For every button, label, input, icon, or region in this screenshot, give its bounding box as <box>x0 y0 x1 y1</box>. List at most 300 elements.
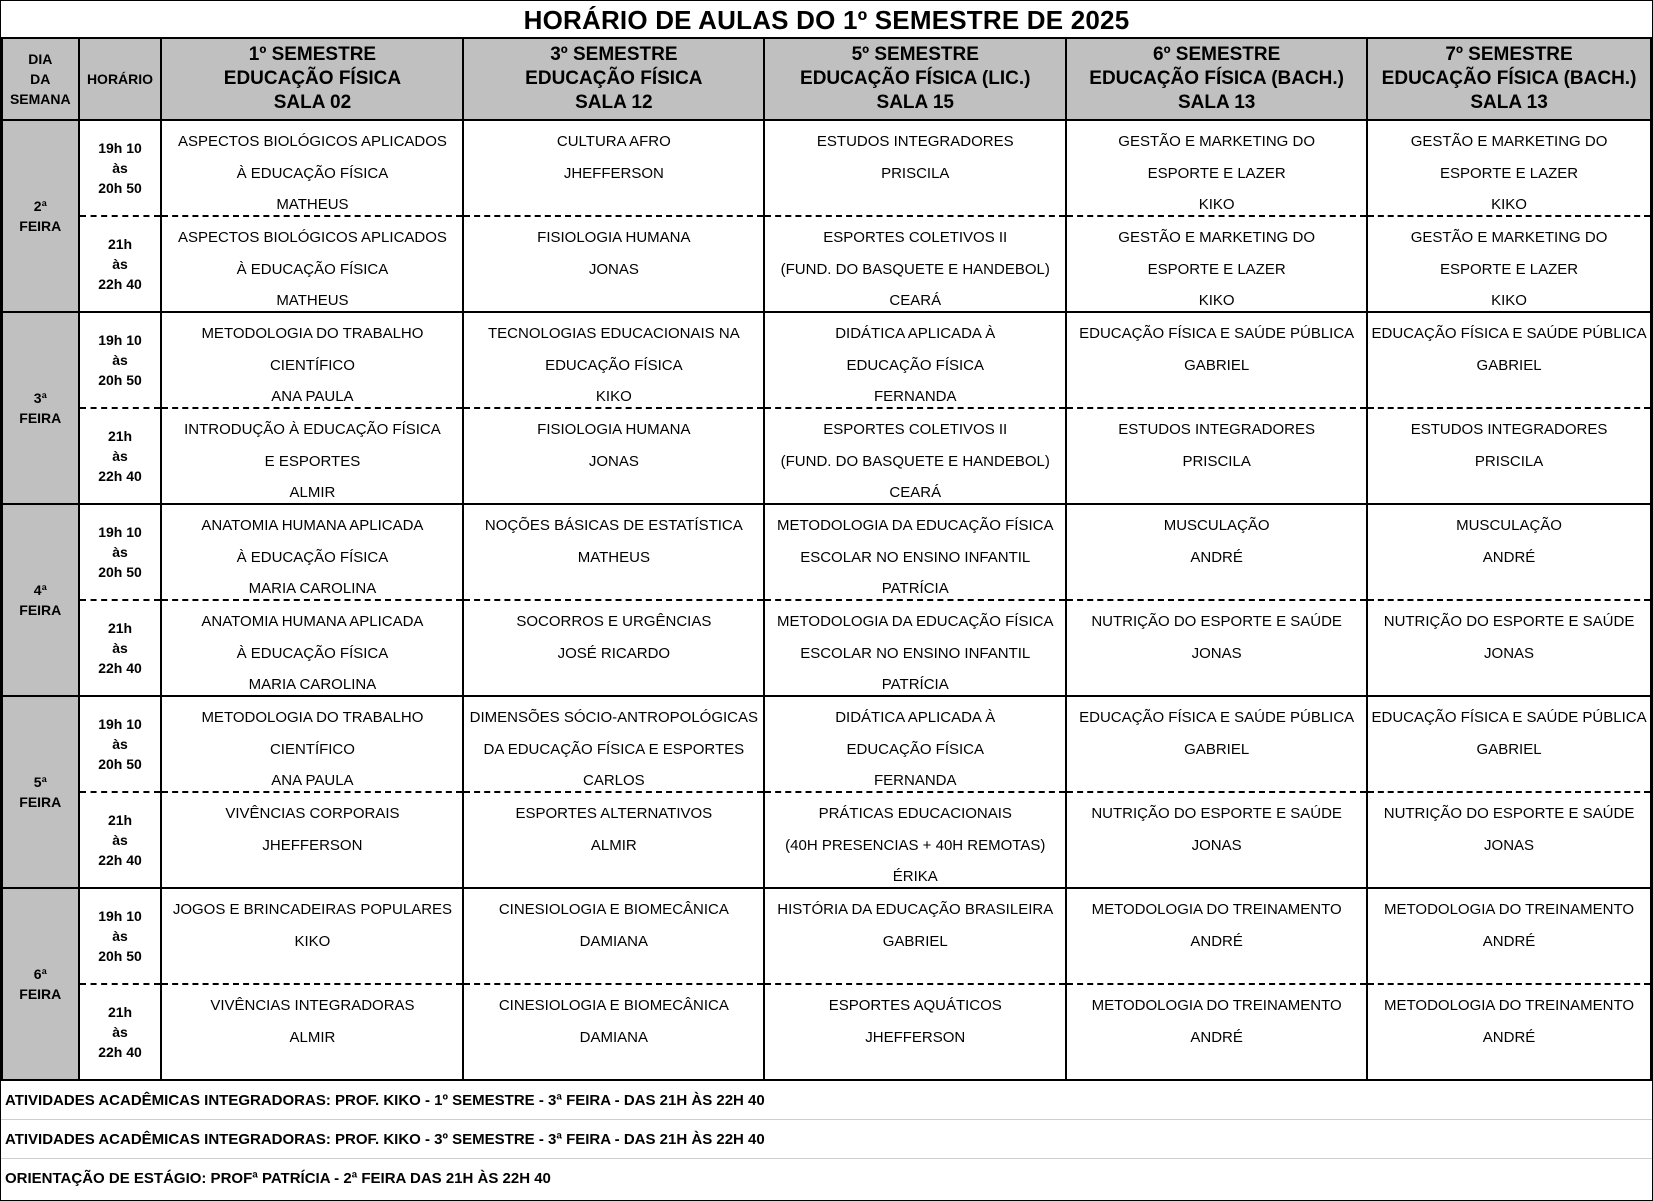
text-line: CIENTÍFICO <box>269 356 355 374</box>
text-line: NUTRIÇÃO DO ESPORTE E SAÚDE <box>1383 613 1635 630</box>
class-content <box>162 793 462 887</box>
class-cell <box>463 216 764 312</box>
table-row <box>2 792 1651 888</box>
class-content <box>464 121 763 215</box>
text-line: PATRÍCIA <box>881 676 949 693</box>
text-line: 21h <box>107 428 133 444</box>
class-cell <box>764 408 1066 504</box>
text-line: À EDUCAÇÃO FÍSICA <box>236 548 389 566</box>
class-cell <box>1066 792 1367 888</box>
text-line: ESPORTES AQUÁTICOS <box>828 997 1002 1014</box>
class-cell <box>764 312 1066 408</box>
text-line: INTRODUÇÃO À EDUCAÇÃO FÍSICA <box>184 421 441 438</box>
schedule-body <box>2 120 1651 1080</box>
header-column <box>764 39 1066 120</box>
class-cell <box>161 504 463 600</box>
class-content <box>1067 409 1366 503</box>
text-line: ANDRÉ <box>1190 1028 1243 1046</box>
text-line: 1º SEMESTRE <box>248 44 377 65</box>
class-cell <box>161 120 463 216</box>
page-title: HORÁRIO DE AULAS DO 1º SEMESTRE DE 2025 <box>1 1 1652 39</box>
class-cell <box>463 696 764 792</box>
class-content <box>765 313 1065 407</box>
time-cell <box>79 888 162 984</box>
class-cell <box>463 312 764 408</box>
class-content <box>1368 793 1650 887</box>
text-line: 5ª <box>33 774 47 790</box>
table-row <box>2 312 1651 408</box>
time-cell <box>79 600 162 696</box>
text-line: 20h 50 <box>98 180 142 196</box>
text-line: ASPECTOS BIOLÓGICOS APLICADOS <box>177 133 447 150</box>
text-line: KIKO <box>1491 292 1527 309</box>
class-content <box>765 793 1065 887</box>
text-line: SALA 13 <box>1177 92 1256 113</box>
text-line: ANA PAULA <box>271 388 354 405</box>
text-line: 5º SEMESTRE <box>851 44 979 65</box>
class-content <box>765 409 1065 503</box>
class-cell <box>161 696 463 792</box>
class-cell <box>1367 600 1651 696</box>
text-line: MUSCULAÇÃO <box>1456 517 1562 534</box>
text-line: JONAS <box>588 452 639 470</box>
header-column <box>1367 39 1651 120</box>
text-line: ANDRÉ <box>1482 932 1536 950</box>
text-line: PRISCILA <box>1474 452 1544 470</box>
time-cell <box>79 312 162 408</box>
class-cell <box>1367 888 1651 984</box>
class-content <box>765 121 1065 215</box>
text-line: EDUCAÇÃO FÍSICA <box>846 356 985 374</box>
text-line: GESTÃO E MARKETING DO <box>1118 133 1315 150</box>
text-line: ANA PAULA <box>271 772 354 789</box>
text-line: ESTUDOS INTEGRADORES <box>1410 421 1608 438</box>
class-cell <box>764 216 1066 312</box>
text-line: FISIOLOGIA HUMANA <box>537 229 691 246</box>
class-cell <box>1367 312 1651 408</box>
day-cell <box>2 696 79 888</box>
header-column <box>463 39 764 120</box>
text-line: KIKO <box>294 932 331 950</box>
class-cell <box>161 984 463 1080</box>
class-content <box>1067 793 1366 887</box>
class-cell <box>1066 504 1367 600</box>
class-content <box>464 409 763 503</box>
text-line: 7º SEMESTRE <box>1445 44 1573 65</box>
note-line: ORIENTAÇÃO DE ESTÁGIO: PROFª PATRÍCIA - 2ª FEIRA DAS 21H ÀS 22H 40 <box>5 1170 551 1187</box>
class-cell <box>161 792 463 888</box>
text-line: 22h 40 <box>98 276 142 292</box>
table-row <box>2 696 1651 792</box>
header-column <box>161 39 463 120</box>
text-line: 19h 10 <box>98 908 142 924</box>
text-line: NUTRIÇÃO DO ESPORTE E SAÚDE <box>1091 805 1342 822</box>
text-line: METODOLOGIA DO TRABALHO <box>201 325 424 342</box>
text-line: CINESIOLOGIA E BIOMECÂNICA <box>498 901 729 918</box>
header-column <box>1066 39 1367 120</box>
text-line: ESPORTE E LAZER <box>1439 260 1579 278</box>
text-line: EDUCAÇÃO FÍSICA (LIC.) <box>800 68 1031 89</box>
text-line: ESPORTES ALTERNATIVOS <box>515 805 713 822</box>
text-line: PRISCILA <box>1182 452 1251 470</box>
text-line: 21h <box>107 620 133 636</box>
text-line: ANDRÉ <box>1482 1028 1536 1046</box>
text-line: 2ª <box>33 198 47 214</box>
text-line: às <box>112 160 128 176</box>
text-line: MATHEUS <box>276 292 349 309</box>
schedule-table <box>1 39 1652 1081</box>
table-row <box>2 600 1651 696</box>
text-line: PRISCILA <box>881 164 950 182</box>
class-content <box>1368 121 1650 215</box>
class-cell <box>1066 120 1367 216</box>
text-line: JONAS <box>1484 836 1535 854</box>
class-content <box>765 217 1065 311</box>
text-line: 22h 40 <box>98 468 142 484</box>
text-line: EDUCAÇÃO FÍSICA <box>525 68 703 89</box>
class-cell <box>764 888 1066 984</box>
class-content <box>1067 313 1366 407</box>
text-line: À EDUCAÇÃO FÍSICA <box>236 164 389 182</box>
text-line: às <box>112 832 128 848</box>
table-row <box>2 120 1651 216</box>
class-cell <box>463 984 764 1080</box>
class-cell <box>764 696 1066 792</box>
class-content <box>162 313 462 407</box>
class-cell <box>1367 120 1651 216</box>
text-line: 3ª <box>33 390 47 406</box>
text-line: ALMIR <box>590 836 637 854</box>
class-cell <box>161 216 463 312</box>
class-content <box>162 409 462 503</box>
text-line: FEIRA <box>19 986 62 1002</box>
text-line: EDUCAÇÃO FÍSICA <box>545 356 683 374</box>
text-line: DIDÁTICA APLICADA À <box>835 325 996 342</box>
class-content <box>162 697 462 791</box>
text-line: METODOLOGIA DO TREINAMENTO <box>1091 997 1342 1014</box>
table-row <box>2 216 1651 312</box>
text-line: KIKO <box>595 388 632 405</box>
text-line: MUSCULAÇÃO <box>1163 517 1270 534</box>
class-content <box>1067 985 1366 1079</box>
text-line: ANDRÉ <box>1482 548 1536 566</box>
text-line: EDUCAÇÃO FÍSICA <box>223 68 402 89</box>
time-cell <box>79 408 162 504</box>
text-line: À EDUCAÇÃO FÍSICA <box>236 644 389 662</box>
class-cell <box>463 888 764 984</box>
text-line: SALA 13 <box>1470 92 1548 113</box>
text-line: 6º SEMESTRE <box>1153 44 1281 65</box>
time-cell <box>79 504 162 600</box>
text-line: 22h 40 <box>98 1044 142 1060</box>
table-row <box>2 888 1651 984</box>
text-line: ÉRIKA <box>892 868 938 885</box>
text-line: METODOLOGIA DO TREINAMENTO <box>1384 901 1635 918</box>
class-cell <box>463 504 764 600</box>
class-cell <box>764 504 1066 600</box>
text-line: FERNANDA <box>873 772 957 789</box>
text-line: às <box>112 736 128 752</box>
class-cell <box>161 408 463 504</box>
text-line: 19h 10 <box>98 716 142 732</box>
class-cell <box>1367 696 1651 792</box>
table-row <box>2 408 1651 504</box>
class-cell <box>1066 312 1367 408</box>
text-line: KIKO <box>1198 292 1235 309</box>
text-line: ESPORTES COLETIVOS II <box>823 421 1008 438</box>
class-content <box>1067 601 1366 695</box>
class-content <box>1368 313 1650 407</box>
text-line: 22h 40 <box>98 660 142 676</box>
class-content <box>765 985 1065 1079</box>
notes-section <box>1 1081 1652 1197</box>
class-cell <box>764 984 1066 1080</box>
class-content <box>162 217 462 311</box>
text-line: FEIRA <box>19 218 62 234</box>
text-line: VIVÊNCIAS CORPORAIS <box>225 805 400 822</box>
text-line: (40H PRESENCIAS + 40H REMOTAS) <box>785 836 1046 854</box>
class-content <box>162 505 462 599</box>
class-cell <box>463 408 764 504</box>
text-line: JHEFFERSON <box>865 1028 966 1046</box>
class-cell <box>1066 600 1367 696</box>
class-content <box>464 313 763 407</box>
class-content <box>464 217 763 311</box>
text-line: às <box>112 256 128 272</box>
class-content <box>162 601 462 695</box>
text-line: CINESIOLOGIA E BIOMECÂNICA <box>498 997 729 1014</box>
text-line: JOGOS E BRINCADEIRAS POPULARES <box>172 901 453 918</box>
text-line: GESTÃO E MARKETING DO <box>1410 229 1608 246</box>
text-line: GABRIEL <box>882 932 948 950</box>
class-content <box>162 985 462 1079</box>
class-cell <box>764 120 1066 216</box>
text-line: às <box>112 928 128 944</box>
text-line: E ESPORTES <box>264 452 361 470</box>
text-line: CARLOS <box>583 772 645 789</box>
text-line: ANDRÉ <box>1190 548 1243 566</box>
class-cell <box>1066 696 1367 792</box>
text-line: SOCORROS E URGÊNCIAS <box>516 613 712 630</box>
text-line: GESTÃO E MARKETING DO <box>1410 133 1608 150</box>
class-content <box>464 985 763 1079</box>
class-cell <box>1367 408 1651 504</box>
text-line: SALA 12 <box>575 92 653 113</box>
class-content <box>1368 985 1650 1079</box>
class-content <box>464 601 763 695</box>
text-line: TECNOLOGIAS EDUCACIONAIS NA <box>487 325 740 342</box>
class-content <box>765 601 1065 695</box>
text-line: MATHEUS <box>577 548 650 566</box>
class-cell <box>463 792 764 888</box>
text-line: DAMIANA <box>579 1028 649 1046</box>
class-cell <box>463 600 764 696</box>
text-line: 4ª <box>33 582 47 598</box>
text-line: DAMIANA <box>579 932 649 950</box>
text-line: FEIRA <box>19 602 62 618</box>
class-content <box>765 697 1065 791</box>
header-row <box>2 39 1651 120</box>
text-line: EDUCAÇÃO FÍSICA (BACH.) <box>1089 68 1345 89</box>
text-line: VIVÊNCIAS INTEGRADORAS <box>210 997 415 1014</box>
class-content <box>1067 697 1366 791</box>
text-line: KIKO <box>1198 196 1235 213</box>
text-line: ESPORTE E LAZER <box>1147 164 1286 182</box>
class-content <box>1368 217 1650 311</box>
day-cell <box>2 504 79 696</box>
time-cell <box>79 792 162 888</box>
text-line: ANDRÉ <box>1190 932 1243 950</box>
class-cell <box>1066 408 1367 504</box>
text-line: NOÇÕES BÁSICAS DE ESTATÍSTICA <box>484 517 743 534</box>
text-line: MARIA CAROLINA <box>248 580 377 597</box>
text-line: JONAS <box>588 260 639 278</box>
class-content <box>1368 889 1650 983</box>
header-time: HORÁRIO <box>79 39 162 120</box>
text-line: EDUCAÇÃO FÍSICA <box>846 740 985 758</box>
text-line: GESTÃO E MARKETING DO <box>1118 229 1315 246</box>
class-content <box>1368 409 1650 503</box>
text-line: 19h 10 <box>98 140 142 156</box>
class-content <box>464 793 763 887</box>
class-cell <box>764 792 1066 888</box>
text-line: À EDUCAÇÃO FÍSICA <box>236 260 389 278</box>
text-line: 19h 10 <box>98 524 142 540</box>
text-line: 3º SEMESTRE <box>550 44 678 65</box>
text-line: CIENTÍFICO <box>269 740 355 758</box>
class-content <box>162 889 462 983</box>
note-line: ATIVIDADES ACADÊMICAS INTEGRADORAS: PROF. KIKO - 3º SEMESTRE - 3ª FEIRA - DAS 21H ÀS 22H 40 <box>1 1120 1652 1159</box>
text-line: 20h 50 <box>98 756 142 772</box>
text-line: JONAS <box>1191 644 1242 662</box>
class-cell <box>1066 216 1367 312</box>
text-line: ASPECTOS BIOLÓGICOS APLICADOS <box>177 229 447 246</box>
text-line: 21h <box>107 1004 133 1020</box>
text-line: ESTUDOS INTEGRADORES <box>1118 421 1315 438</box>
class-cell <box>161 312 463 408</box>
text-line: ESPORTE E LAZER <box>1147 260 1286 278</box>
text-line: 19h 10 <box>98 332 142 348</box>
text-line: GABRIEL <box>1184 356 1250 374</box>
class-content <box>1368 505 1650 599</box>
time-cell <box>79 120 162 216</box>
class-content <box>464 889 763 983</box>
class-cell <box>1367 216 1651 312</box>
text-line: FISIOLOGIA HUMANA <box>537 421 691 438</box>
text-line: EDUCAÇÃO FÍSICA E SAÚDE PÚBLICA <box>1371 325 1647 342</box>
class-content <box>162 121 462 215</box>
text-line: 22h 40 <box>98 852 142 868</box>
text-line: DIDÁTICA APLICADA À <box>835 709 996 726</box>
text-line: JHEFFERSON <box>262 836 363 854</box>
text-line: ESCOLAR NO ENSINO INFANTIL <box>800 644 1031 662</box>
day-cell <box>2 312 79 504</box>
text-line: JONAS <box>1191 836 1242 854</box>
text-line: DIMENSÕES SÓCIO-ANTROPOLÓGICAS <box>469 709 759 726</box>
text-line: 20h 50 <box>98 948 142 964</box>
text-line: SALA 15 <box>876 92 954 113</box>
text-line: EDUCAÇÃO FÍSICA E SAÚDE PÚBLICA <box>1079 709 1355 726</box>
text-line: CULTURA AFRO <box>556 133 671 150</box>
text-line: JHEFFERSON <box>563 164 664 182</box>
text-line: KIKO <box>1491 196 1527 213</box>
text-line: 21h <box>107 236 133 252</box>
text-line: METODOLOGIA DO TREINAMENTO <box>1091 901 1342 918</box>
text-line: FEIRA <box>19 794 62 810</box>
class-cell <box>1367 984 1651 1080</box>
text-line: FEIRA <box>19 410 62 426</box>
text-line: às <box>112 1024 128 1040</box>
class-cell <box>764 600 1066 696</box>
text-line: MATHEUS <box>276 196 349 213</box>
text-line: ESTUDOS INTEGRADORES <box>816 133 1014 150</box>
class-cell <box>463 120 764 216</box>
class-content <box>1368 601 1650 695</box>
text-line: CEARÁ <box>889 292 942 309</box>
class-content <box>1067 217 1366 311</box>
text-line: ALMIR <box>289 1028 336 1046</box>
class-content <box>464 697 763 791</box>
class-content <box>765 505 1065 599</box>
text-line: (FUND. DO BASQUETE E HANDEBOL) <box>780 260 1050 278</box>
text-line: 20h 50 <box>98 564 142 580</box>
note-line: ATIVIDADES ACADÊMICAS INTEGRADORAS: PROF. KIKO - 1º SEMESTRE - 3ª FEIRA - DAS 21H ÀS 22H 40 <box>1 1081 1652 1120</box>
text-line: ESPORTE E LAZER <box>1439 164 1579 182</box>
text-line: METODOLOGIA DA EDUCAÇÃO FÍSICA <box>777 613 1054 630</box>
text-line: 6ª <box>33 966 47 982</box>
class-content <box>765 889 1065 983</box>
text-line: JONAS <box>1484 644 1535 662</box>
table-row <box>2 504 1651 600</box>
text-line: PATRÍCIA <box>881 580 949 597</box>
time-cell <box>79 216 162 312</box>
time-cell <box>79 984 162 1080</box>
class-cell <box>161 600 463 696</box>
text-line: ALMIR <box>289 484 336 501</box>
class-content <box>464 505 763 599</box>
class-content <box>1368 697 1650 791</box>
text-line: (FUND. DO BASQUETE E HANDEBOL) <box>780 452 1050 470</box>
class-cell <box>1367 504 1651 600</box>
text-line: METODOLOGIA DO TRABALHO <box>201 709 424 726</box>
text-line: às <box>112 352 128 368</box>
text-line: às <box>112 544 128 560</box>
text-line: NUTRIÇÃO DO ESPORTE E SAÚDE <box>1383 805 1635 822</box>
text-line: EDUCAÇÃO FÍSICA (BACH.) <box>1381 68 1637 89</box>
text-line: JOSÉ RICARDO <box>557 644 671 662</box>
text-line: NUTRIÇÃO DO ESPORTE E SAÚDE <box>1091 613 1342 630</box>
text-line: HISTÓRIA DA EDUCAÇÃO BRASILEIRA <box>777 901 1054 918</box>
class-cell <box>161 888 463 984</box>
text-line: ANATOMIA HUMANA APLICADA <box>201 517 424 534</box>
class-cell <box>1367 792 1651 888</box>
header-day: DIA DA SEMANA <box>2 39 79 120</box>
text-line: às <box>112 448 128 464</box>
class-content <box>1067 121 1366 215</box>
class-content <box>1067 889 1366 983</box>
text-line: às <box>112 640 128 656</box>
class-cell <box>1066 888 1367 984</box>
text-line: 21h <box>107 812 133 828</box>
class-cell <box>1066 984 1367 1080</box>
text-line: GABRIEL <box>1184 740 1250 758</box>
time-cell <box>79 696 162 792</box>
text-line: CEARÁ <box>889 484 942 501</box>
text-line: PRÁTICAS EDUCACIONAIS <box>818 805 1012 822</box>
text-line: 20h 50 <box>98 372 142 388</box>
text-line: METODOLOGIA DA EDUCAÇÃO FÍSICA <box>777 517 1054 534</box>
table-row <box>2 984 1651 1080</box>
